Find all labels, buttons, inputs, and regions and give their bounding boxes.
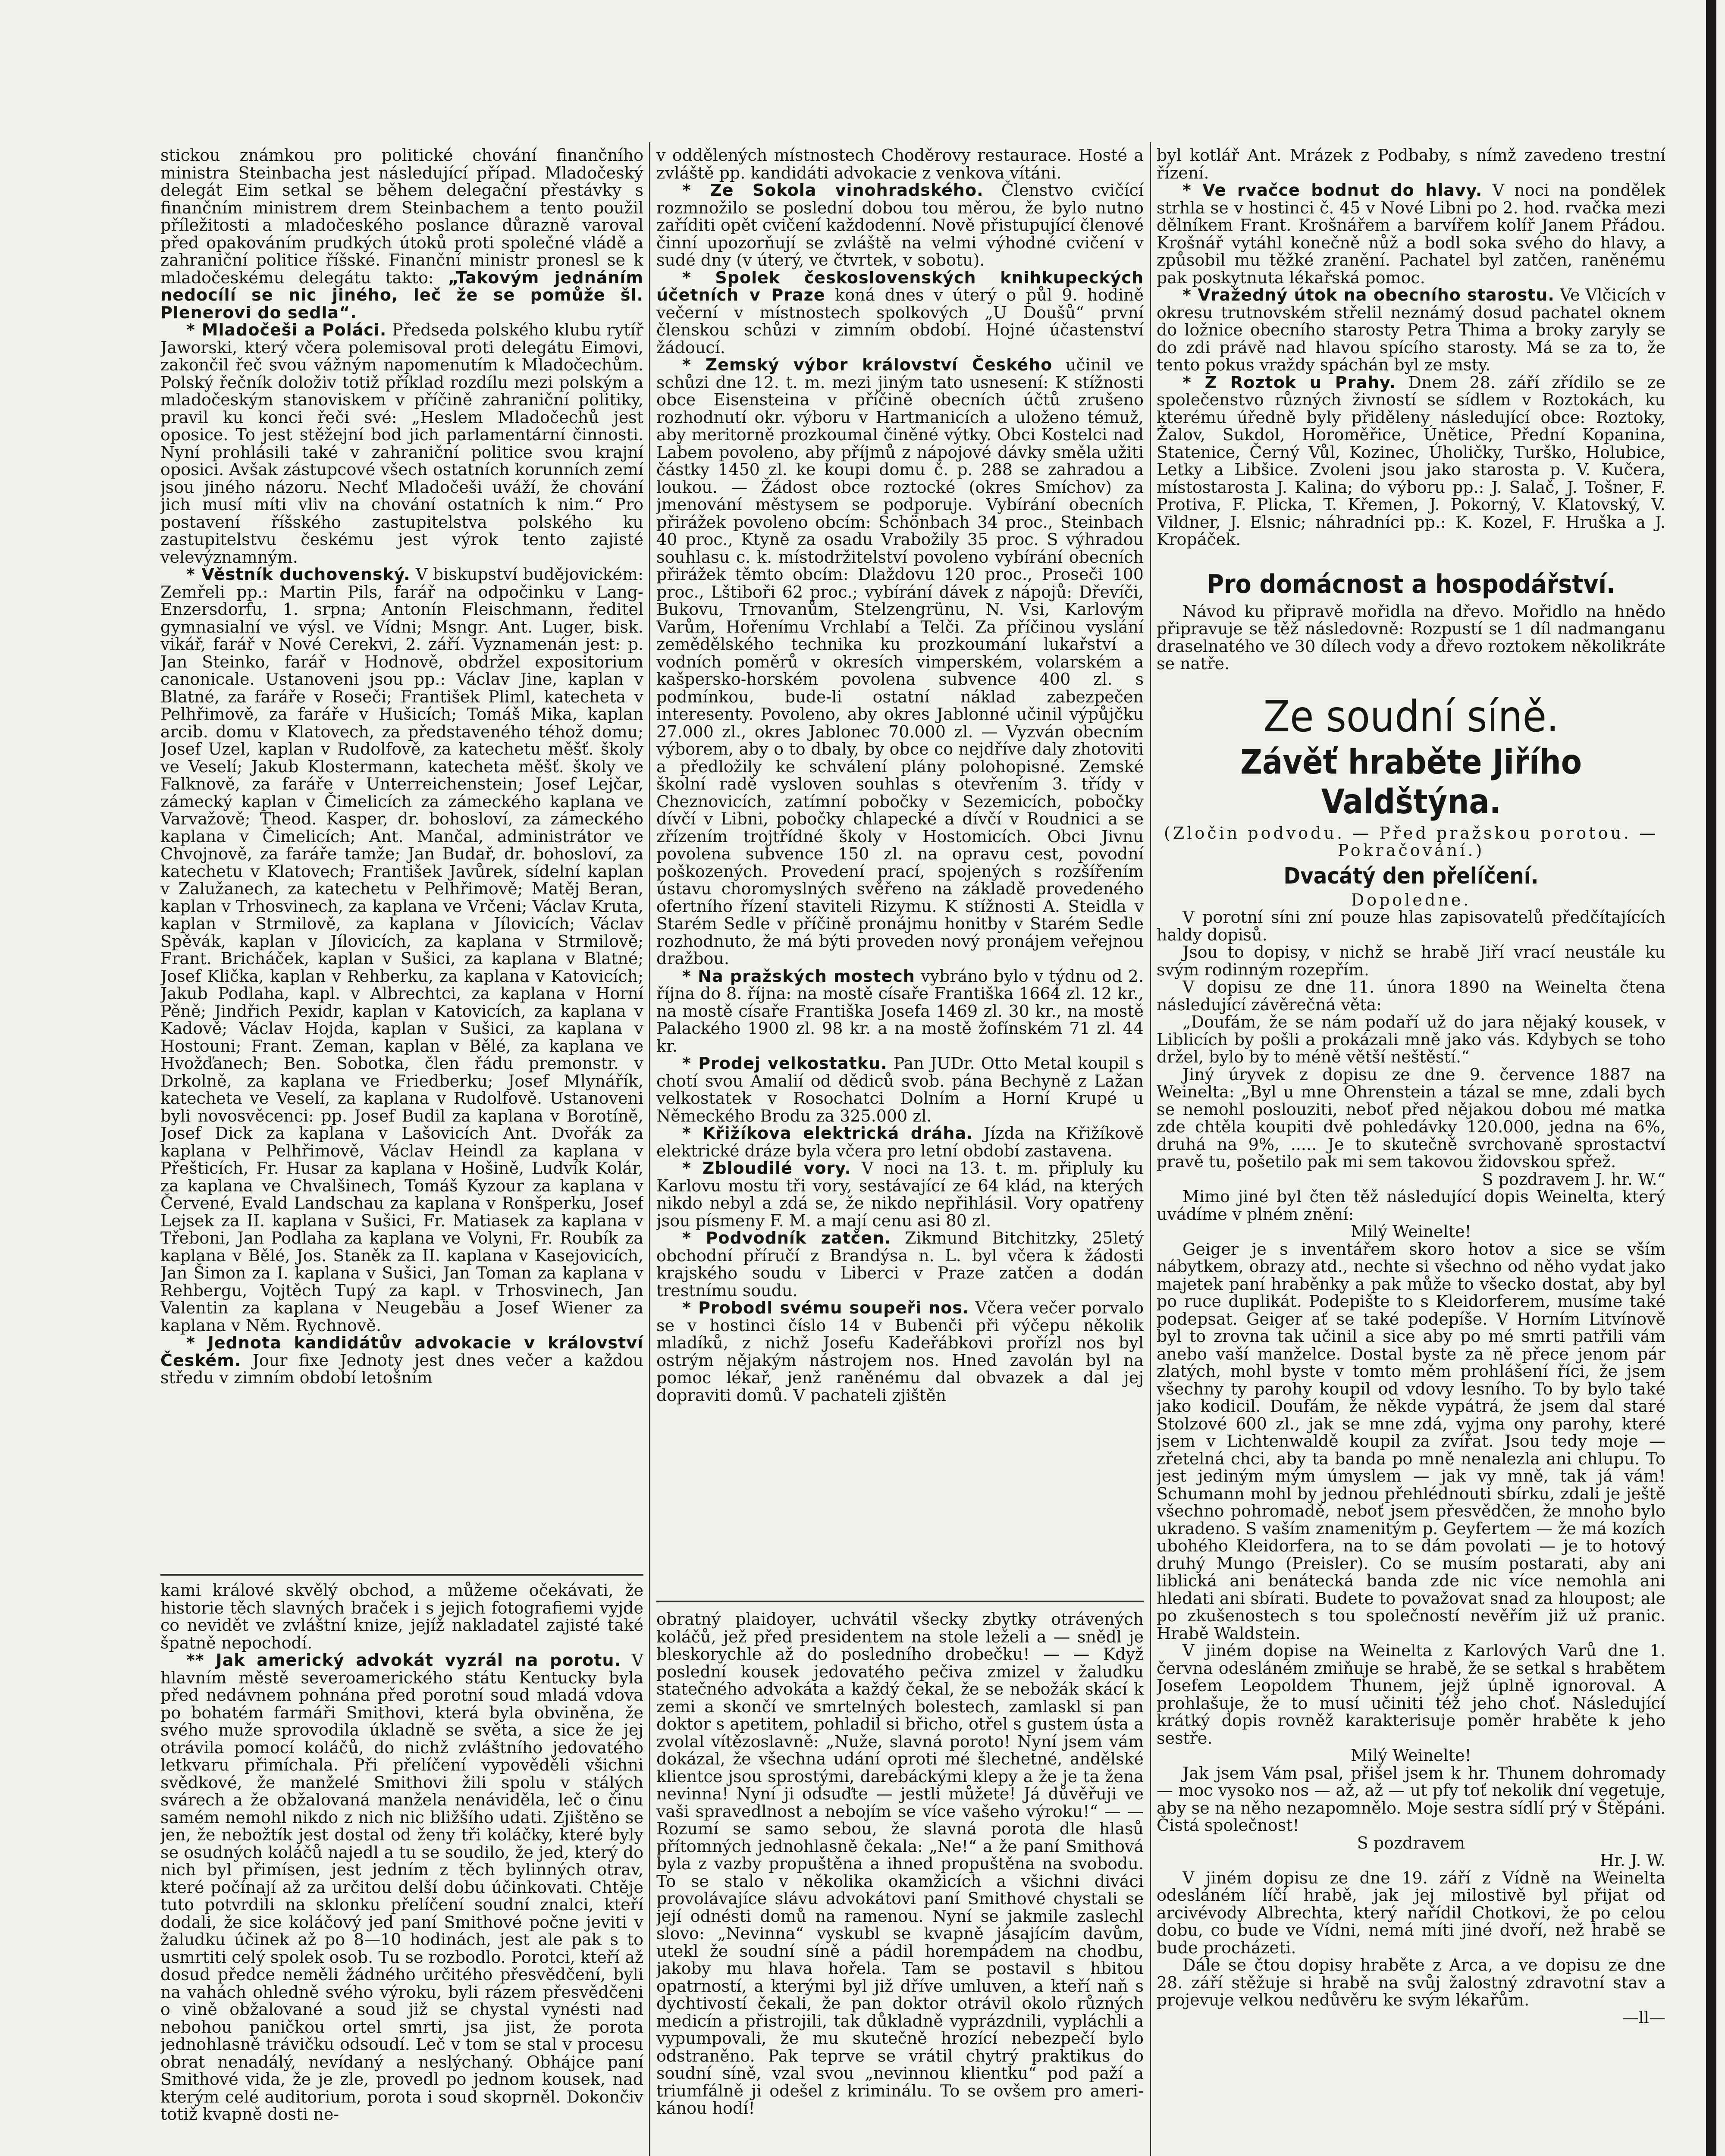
article-krizik [656, 1125, 1144, 1159]
article-heading: * Ze Sokola vinohradského. [682, 181, 984, 200]
column-3 [1157, 147, 1665, 2156]
article-text: V hlavním městě severoamerického státu Kentucky byla před nedávnem pohnána před porotní soud mladá vdova po bohatém farmáři Smithovi, která byla obviněna, že svého muže sprovodila úkladně se světa, a sice že jej otrávila pomocí koláčů, do nichž zvláštního jedovatého letkvaru přimíchala. Při přelíčení vypověděli všichni svědkové, že manželé Smithovi žili spolu v stálých svárech a že obžalovaná manžela nenáviděla, leč o činu samém nemohl nikdo z nich nic bližšího udati. Zjištěno se jen, že nebožtík jest dostal od ženy tři koláčky, které byly se osudných koláčů najedl a tu se soudilo, že jed, který do nich byl přimísen, jest jedním z těch bylinných otrav, které počínají až za určitou delší dobu účinkovati. Chtěje tuto potvrdili na sklonku přelíčení soudní znalci, kteří dodali, že sice koláčový jed paní Smithové počne jeviti v žaludku účinek až po 8—10 hodinách, jest ale pak s to usmrtiti celý spolek osob. Tu se rozbodlo. Porotci, kteří až dosud předce neměli žádného určitého přesvědčení, byli na vahách ohledně svého výroku, byli rázem přesvědčeni o vině obžalované a soud již se chystal vynésti nad nebohou paničkou ortel smrti, jsa jist, že porota jednohlasně trávičku odsoudí. Leč v tom se stal v procesu obrat nenadálý, nevídaný a neslýchaný. Obhájce paní Smithové vida, že je zle, provedl po jednom kousek, nad kterým celé auditorium, porota i soud skoprněl. Dokončiv totiž kvapně dosti ne- [160, 1651, 643, 2124]
article-vrazedny-utok [1157, 286, 1665, 374]
article-title-zavet: Závěť hraběte Jiřího Valdštýna. [1240, 743, 1582, 821]
column-1-divider [160, 1574, 643, 1576]
article-text: Dnem 28. září zřídilo se ze společenstvo různých živností se sídlem v Roztokách, ku kterému úředně byly přiděleny následující obce: Roztoky, Žalov, Sukdol, Horoměřice, Únětice, Přední Kopanina, Statenice, Černý Vůl, Kozinec, Úholičky, Turško, Holubice, Letky a Libšice. Zvoleni jsou jako starosta p. V. Kučera, místostarosta J. Kalina; do výboru pp.: J. Salač, J. Tošner, F. Protiva, F. Plicka, T. Křemen, J. Pokorný, V. Klatovský, V. Vildner, J. Elsnic; náhradníci pp.: K. Kozel, F. Hruška a J. Kropáček. [1157, 373, 1665, 549]
article-text: učinil ve schůzi dne 12. t. m. mezi jiným tato usnesení: K stížnosti obce Eisensteina v příčině obecních účtů zrušeno rozhodnutí okr. výboru v Hartmanicích a uloženo témuž, aby meritorně prozkoumal činěné výtky. Obci Kostelci nad Labem povoleno, aby příjmů z nápojové dávky směla užiti částky 1450 zl. ke koupi domu č. p. 288 se zahradou a loukou. — Žádost obce roztocké (okres Smíchov) za jmenování městysem se podporuje. Vybírání obecních přirážek povoleno obcím: Schönbach 34 proc., Steinbach 40 proc., Ktyně za osadu Vrabožily 35 proc. S výhradou souhlasu c. k. místodržitelství povoleno vybírání obecních přirážek těmto obcím: Dlaždovu 120 proc., Proseči 100 proc., Lštiboři 62 proc.; vybírání dávek z nápojů: Dřevíči, Bukovu, Trnovanům, Stelzengrünu, N. Vsi, Karlovým Varům, Hořenímu Vrchlabí a Telči. Za příčinou vyslání zemědělského technika ku prozkoumání lukařství a vodních poměrů v okresích vimperském, volarském a kašpersko-horském povolena subvence 400 zl. s podmínkou, bude-li ostatní náklad zabezpečen interesenty. Povoleno, aby okres Jablonné učinil výpůjčku 27.000 zl., okres Jablonec 70.000 zl. — Vyzván obecním výborem, aby o to dbaly, by obce co nejdříve daly zhotoviti a předložily ke schválení plány polohopisné. Zemské školní radě vysloven souhlas s otevřením 3. třídy v Cheznovicích, zatímní pobočky v Sezemicích, pobočky dívčí v Libni, pobočky chlapecké a dívčí v Roudnici a se zřízením trojtřídné školy v Hostomicích. Obci Jivnu povolena subvence 150 zl. na opravu cest, povodní poškozených. Provedení prací, spojených s rozšířením ústavu choromyslných svěřeno na základě provedeného ofertního řízení staviteli Rizymu. K stížnosti A. Steidla v Starém Sedle v příčině pronájmu honitby v Starém Sedle rozhodnuto, že má býti proveden nový pronájem veřejnou dražbou. [656, 355, 1144, 968]
section-heading-soudni-sin: Ze soudní síně. [1263, 691, 1559, 742]
article-text: Jízda na Křižíkově elektrické dráze byla včera pro letní období zastavena. [656, 1124, 1144, 1160]
article-american-advocate [160, 1651, 643, 2123]
article-continued [656, 147, 1144, 182]
article-spolek [656, 269, 1144, 357]
column-1-top [160, 147, 643, 1567]
article-text: obratný plaidoyer, uchvátil všecky zbytky otrávených koláčů, jež před presidentem na stole leželi a — snědl je bleskorychle až do posledního drobečku! — — Když poslední kousek jedovatého pečiva zmizel v žaludku statečného advokáta a každý čekal, že se nebožák skácí k zemi a skončí ve smrtelných bolestech, zamlaskl si pan doktor s apetitem, pohladil si břicho, otřel s gustem ústa a zvolal vítězoslavně: „Nuže, slavná poroto! Nyní jsem vám dokázal, že všechna udání oproti mé šlechetné, andělské klientce jsou sprostými, darebáckými klepy a že je ta žena nevinna! Nyní ji odsuďte — jestli můžete! Já důvěřuji ve vaši spravedlnost a nebojím se více vašeho výroku!“ — — Rozumí se samo sebou, že slavná porota dle hlasů přítomných jednohlasně čekala: „Ne!“ a že paní Smithová byla z vazby propuštěna a ihned propuštěna na svobodu. To se stalo v několika okamžicích a všichni diváci provolávajíce slávu advokátovi paní Smithové chystali se její odnésti domů na ramenou. Nyní se jakmile zaslechl slovo: „Nevinna“ vyskubl se kvapně jásajícím davům, utekl že soudní síně a pádil horempádem na chodbu, jakoby mu hlava hořela. Tam se postavil s hbitou opatrností, a kterými byl již dříve umluven, a kteří naň s dychtivostí čekali, že pan doktor otrávil okolo různých medicín a přistrojili, tak důkladně vyprázdnili, vypláchli a vypumpovali, že mu skutečně hrozící nebezpečí bylo odstraněno. Pak teprve se vrátil chytrý praktikus do soudní síně, vzal svou „nevinnou klientku“ pod paží a triumfálně ji odešel z kriminálu. To se ovšem pro ameri-kánou hodí! [656, 1611, 1144, 2118]
letter-closing: S pozdravem [1357, 1833, 1465, 1852]
article-text: Pan JUDr. Otto Metal koupil s chotí svou Amalií od dědiců svob. pána Bechyně z Lažan velkostatek v Rosochatci Dolním a Horní Krupé u Německého Brodu za 325.000 zl. [656, 1054, 1144, 1125]
article-text: V jiném dopise na Weinelta z Karlových Varů dne 1. června odesláném zmiňuje se hrabě, že se setkal s hrabětem Josefem Leopoldem Thunem, jejž úplně ignoroval. A prohlašuje, že to musí učiniti též jeho choť. Následující krátký dopis rovněž karakterisuje poměr hraběte k jeho sestře. [1157, 1641, 1665, 1748]
article-text: V jiném dopisu ze dne 19. září z Vídně na Weinelta odesláném líčí hrabě, jak jej milostivě byl přijat od arcivévody Albrechta, který nařídil Chotkovi, že po celou dobu, co bude ve Vídni, nemá míti jiné dvoří, než hrabě se bude procházeti. [1157, 1868, 1665, 1957]
article-text: V dopisu ze dne 11. února 1890 na Weinelta čtena následující závěrečná věta: [1157, 978, 1665, 1014]
article-heading: * Věstník duchovenský. [186, 565, 411, 584]
article-text: Ve Vlčicích v okresu trutnovském střelil neznámý dosud pachatel oknem do ložnice obecního starosty Petra Thima a broky zaryly se do zdi právě nad hlavou spícího starosty. Má se za to, že tento pokus vraždy spáchán byl ze msty. [1157, 285, 1665, 374]
article-subheading: Dvacátý den přelíčení. [1283, 863, 1539, 889]
article-heading: * Podvodník zatčen. [682, 1228, 891, 1247]
article-text: Jiný úryvek z dopisu ze dne 9. července 1887 na Weinelta: „Byl u mne Ohrenstein a tázal se mne, zdali bych se nemohl poslouziti, neboť před nějakou dobou mé matka zde chtěla koupiti dvě pohledávky 120.000, jedna na 6%, druhá na 9%, ..... Je to skutečně svrchovaně sprostactví pravě tu, pošetilo pak mi sem takovou židovskou spřež. [1157, 1065, 1665, 1171]
article-heading: * Z Roztok u Prahy. [1182, 373, 1396, 392]
article-heading: * Zemský výbor království Českého [682, 355, 1053, 374]
article-continued [1157, 147, 1665, 182]
article-moridlo: Návod ku připravě mořidla na dřevo. Mořidlo na hnědo připravuje se těž následovně: Rozpustí se 1 díl nadmanganu draselnatého ve 30 dílech vody a dřevo roztokem několikráte se natře. [1157, 602, 1665, 673]
article-continued [656, 1611, 1144, 2117]
letter-greeting: Milý Weinelte! [1351, 1746, 1471, 1765]
article-heading: * Vražedný útok na obecního starostu. [1182, 285, 1555, 304]
article-text: Mimo jiné byl čten těž následující dopis Weinelta, který uvádíme v plném znění: [1157, 1187, 1665, 1224]
letter-signature: Hr. J. W. [1600, 1851, 1665, 1870]
article-heading: * Prodej velkostatku. [682, 1054, 888, 1073]
article-velkostatek [656, 1055, 1144, 1125]
column-rule-2 [1150, 142, 1151, 2156]
article-letter: Geiger je s inventářem skoro hotov a sice se vším nábytkem, obrazy atd., nechte si všechno od něho vydat jako majetek paní hraběnky a pak může to všecko dostat, aby byl po ruce duplikát. Podepište to s Kleidorferem, musíme také podepsat. Geiger ať se také podepíše. V Horním Litvínově byl to zrovna tak učinil a sice aby po mé smrti patřili vám anebo vaší manželce. Dostal byste za ně přece jenom pár zlatých, mohl byste v tomto měm prohlášení říci, že jsem všechny ty parohy koupil od vdovy lesního. To by bylo také jako kodicil. Doufám, že někde vypátrá, že jsem dal staré Stolzové 600 zl., jak se mne zdá, vyjma ony parohy, které jsem v Lichtenwaldě koupil za zvířat. Jsou tedy moje — zřetelná chci, aby ta banda po mně nenalezla ani chlupu. To jest jediným mým úmyslem — jak vy mně, tak já vám! Schumann mohl by jednou přehlédnouti sbírku, zdali je ještě všechno pohromadě, neboť jsem přesvědčen, že mnoho bylo ukradeno. S vaším znamenitým p. Geyfertem — že má kozích ubohého Kleidorfera, na to se dám povolati — je to hotový druhý Mungo (Preisler). Co se musím postarati, aby ani liblická ani benátecká banda zde nic více nemohla ani hledati ani sbírati. Budete to považovat snad za hloupost; ale po zkušenostech s tou společností nevěřím již už pranic. Hrabě Waldstein. [1157, 1239, 1665, 1643]
article-text: kami králové skvělý obchod, a můžeme očekávati, že historie těch slavných braček i s jejich fotografiemi vyjde co nevidět ve zvláštní knize, jejíž nakladatel zajisté také špatně nepochodí. [160, 1582, 643, 1652]
article-heading: * Jednota kandidátův advokacie v království Českém. [160, 1333, 643, 1370]
article-text: Jsou to dopisy, v nichž se hrabě Jiří vrací neustále ku svým rodinným rozepřím. [1157, 943, 1665, 979]
article-text: V noci na 13. t. m. připluly ku Karlovu mostu tři vory, sestávající ze 64 klád, na kterých nikdo nebyl a zdá se, že nikdo nepřihlásil. Vory opatřeny jsou písmeny F. M. a mají cenu asi 80 zl. [656, 1159, 1144, 1230]
article-text: Členstvo cvičící rozmnožilo se poslední dobou tou měrou, že bylo nutno zaříditi opět cvičení každodenní. Nově přistupující členové činní upozorňují se zvláště na velmi výhodné cvičení v sudé dny (v úterý, ve čtvrtek, v sobotu). [656, 181, 1144, 270]
article-finance-minister [160, 147, 643, 321]
article-heading: * Křižíkova elektrická dráha. [682, 1124, 973, 1143]
column-1-bottom [160, 1582, 643, 2156]
article-rvacka [1157, 182, 1665, 286]
article-text: Jour fixe Jednoty jest dnes večer a každou středu v zimním období letošním [160, 1351, 643, 1387]
article-heading: * Zbloudilé vory. [682, 1159, 851, 1178]
article-subtitle: (Zločin podvodu. — Před pražskou porotou. — Pokračování.) [1164, 823, 1658, 860]
article-text: Včera večer porvalo se v hostinci číslo 14 v Bubenči při výčepu několik mladíků, z nichž Josefu Kadeřábkovi prořízl nos byl ostrým nějakým nástrojem nos. Hned zavolán byl na pomoc lékař, jenž raněnému dal obvazek a dal jej dopraviti domů. V pachateli zjištěn [656, 1298, 1144, 1405]
article-heading: * Mladočeši a Poláci. [186, 320, 387, 339]
column-rule-1 [649, 142, 650, 2156]
author-signature: —ll— [1622, 2008, 1665, 2027]
article-heading: * Probodl svému soupeři nos. [682, 1298, 969, 1317]
quote-bold: „Takovým jednáním nedocílí se nic jiného, leč že se pomůže šl. Plenerovi do sedla“. [160, 268, 643, 322]
article-text: byl kotlář Ant. Mrázek z Podbaby, s nímž zavedeno trestní řízení. [1157, 147, 1665, 182]
article-text: v oddělených místnostech Choděrovy restaurace. Hosté a zvláště pp. kandidáti advokacie z venkova vítáni. [656, 147, 1144, 182]
article-text: vybráno bylo v týdnu od 2. října do 8. října: na mostě císaře Františka 1664 zl. 12 kr., na mostě císaře Františka Josefa 1469 zl. 30 kr., na mostě Palackého 1900 zl. 98 kr. a na mostě žofínském 71 zl. 44 kr. [656, 966, 1144, 1056]
article-mosty [656, 968, 1144, 1055]
column-2-divider [656, 1601, 1144, 1602]
article-text: V biskupství budějovickém: Zemřeli pp.: Martin Pils, farář na odpočinku v Lang-Enzersdorfu, 1. srpna; Antonín Fleischmann, ředitel gymnasialní ve výsl. ve Vídni; Msngr. Ant. Luger, bisk. vikář, farář v Nové Cerekvi, 2. září. Vyznamenán jest: p. Jan Steinko, farář v Hodnově, obdržel expositorium canonicale. Ustanoveni jsou pp.: Václav Jine, kaplan v Blatné, za faráře v Roseči; František Pliml, katecheta v Pelhřimově, za faráře v Hušicích; Tomáš Mika, kaplan arcib. domu v Klatovech, za představeného téhož domu; Josef Uzel, kaplan v Rudolfově, za katechetu měšť. školy ve Veselí; Jakub Klostermann, katecheta měšť. školy ve Falknově, za faráře v Unterreichenstein; Josef Lejčar, zámecký kaplan v Čimelicích za zámeckého kaplana ve Varvažově; Theod. Kasper, dr. bohosloví, za zámeckého kaplana v Čimelicích; Ant. Mančal, administrátor ve Chvojnově, za faráře tamže; Jan Budař, dr. bohosloví, za katechetu v Klatovech; František Javůrek, sídelní kaplan v Zalužanech, za katechetu v Pelhřimově; Matěj Beran, kaplan v Trhosvinech, za kaplana ve Vrčeni; Václav Kruta, kaplan v Strmilově, za kaplana v Jílovicích; Václav Spěvák, kaplan v Jílovicích, za kaplana v Strmilově; Frant. Bricháček, kaplan v Sušici, za kaplana v Blatné; Josef Klička, kaplan v Rehberku, za kaplana v Katovicích; Jakub Podlaha, kapl. v Albrechtci, za kaplana v Horní Pěně; Jindřich Pexidr, kaplan v Katovicích, za kaplana v Kadově; Václav Hojda, kaplan v Sušici, za kaplana v Hostouni; Frant. Zeman, kaplan v Bělé, za kaplana ve Hvožďanech; Ben. Sobotka, člen řádu premonstr. v Drkolně, za kaplana ve Friedberku; Josef Mlynářík, katecheta ve Veselí, za kaplana v Rudolfově. Ustanoveni byli novosvěcenci: pp. Josef Budil za kaplana v Borotíně, Josef Dick za kaplana v Lašovicích Ant. Dvořák za kaplana v Pelhřimově, Václav Heindl za kaplana v Přešticích, Fr. Husar za kaplana v Hošině, Ludvík Kolár, za kaplana ve Chvalšinech, Tomáš Kyzour za kaplana v Červené, Evald Landschau za kaplana v Ronšperku, Josef Lejsek za II. kaplana v Sušici, Fr. Matiasek za kaplana v Třeboni, Jan Podlaha za kaplana ve Volyni, Fr. Roubík za kaplana v Bělé, Jos. Staněk za II. kaplana v Kasejovicích, Jan Šimon za I. kaplana v Sušici, Jan Toman za kaplana v Rehbergu, Vojtěch Tupý za kapl. v Trhosvinech, Jan Valentin za kaplana v Neugebäu a Josef Wiener za kaplana v Něm. Rychnově. [160, 565, 643, 1335]
article-zemsky-vybor [656, 356, 1144, 968]
article-continued [160, 1582, 643, 1651]
article-subheading-small: Dopoledne. [1351, 890, 1471, 909]
article-jednota [160, 1334, 643, 1387]
article-nos [656, 1299, 1144, 1404]
column-2-bottom [656, 1611, 1144, 2156]
article-heading: * Ve rvačce bodnut do hlavy. [1182, 181, 1483, 200]
article-text: stickou známkou pro politické chování finančního ministra Steinbacha jest následující případ. Mladočeský delegát Eim setkal se během delegační přestávky s finančním ministrem drem Steinbachem a tento použil příležitosti a mladočeského poslance důrazně varoval před opakováním prudkých útoků proti společné vládě a zahraniční politice říšské. Finanční ministr pronesl se k mladočeskému delegátu takto: [160, 147, 643, 287]
article-quote: „Doufám, že se nám podaří už do jara nějaký kousek, v Liblicích by pošli a prokázali mně jako vás. Kdybych se toho držel, bylo by to méně větší neštěstí.“ [1157, 1012, 1665, 1066]
article-roztoky [1157, 374, 1665, 548]
article-vory [656, 1159, 1144, 1229]
article-mladocesi-polaci [160, 321, 643, 566]
article-text: koná dnes v úterý o půl 9. hodině večerní v místnostech spolkových „U Doušů“ první členskou schůzi v zimním období. Hojné účastenství žádoucí. [656, 285, 1144, 357]
article-heading: ** Jak americký advokát vyzrál na porotu. [186, 1651, 621, 1670]
article-heading: * Na pražských mostech [682, 966, 915, 986]
article-text: V porotní síni zní pouze hlas zapisovatelů předčítajících haldy dopisů. [1157, 908, 1665, 944]
article-text: V noci na pondělek strhla se v hostinci č. 45 v Nové Libni po 2. hod. rvačka mezi dělníkem Frant. Krošnářem a barvířem kolíř Janem Přádou. Krošnář vytáhl konečně nůž a bodl soka svého do hlavy, a způsobil mu těžké zranění. Pachatel byl zatčen, raněnému pak poskytnuta lékařská pomoc. [1157, 181, 1665, 287]
letter-greeting: Milý Weinelte! [1351, 1222, 1471, 1241]
article-vestnik [160, 566, 643, 1334]
article-sokol [656, 182, 1144, 269]
article-text: Dále se čtou dopisy hraběte z Arca, a ve dopisu ze dne 28. září stěžuje si hrabě na svůj žalostný zdravotní stav a projevuje velkou nedůvěru ke svým lékařům. [1157, 1955, 1665, 2009]
letter-signature: S pozdravem J. hr. W.“ [1482, 1169, 1665, 1189]
article-text: Zikmund Bitchitzky, 25letý obchodní příručí z Brandýsa n. L. byl včera k žádosti krajského soudu v Liberci v Praze zatčen a dodán trestnímu soudu. [656, 1228, 1144, 1300]
article-text: Předseda polského klubu rytíř Jaworski, který včera polemisoval proti delegátu Eimovi, zakončil řeč svou vážným napomenutím k Mladočechům. Polský řečník doloživ totiž příklad rozdílu mezi polským a mladočeským stanoviskem v příčině zahraniční politiky, pravil ku konci řeči své: „Heslem Mladočechů jest oposice. To jest stěžejní bod jich parlamentární činnosti. Nyní prohlásili také v zahraniční politice svou krajní oposici. Avšak zástupcové všech ostatních korunních zemí jsou jiného názoru. Nechť Mladočeši uváží, že chování jich musí míti vliv na chování ostatních k nim.“ Pro postavení říšského zastupitelstva polského ku zastupitelstvu českému jest výrok tento zajisté velevýznamným. [160, 320, 643, 567]
article-heading: * Spolek československých knihkupeckých účetních v Praze [656, 268, 1144, 304]
right-edge-border [1706, 0, 1716, 2156]
article-podvodnik [656, 1229, 1144, 1299]
section-heading-domacnost: Pro domácnost a hospodářství. [1207, 569, 1615, 599]
column-2-top [656, 147, 1144, 1593]
article-letter: Jak jsem Vám psal, přišel jsem k hr. Thunem dohromady — moc vysoko nos — až, až — ut pfy toť nekolik dní vegetuje, aby se na něho nezapomnělo. Moje sestra sídlí prý v Štěpáni. Čistá společnost! [1157, 1763, 1665, 1835]
